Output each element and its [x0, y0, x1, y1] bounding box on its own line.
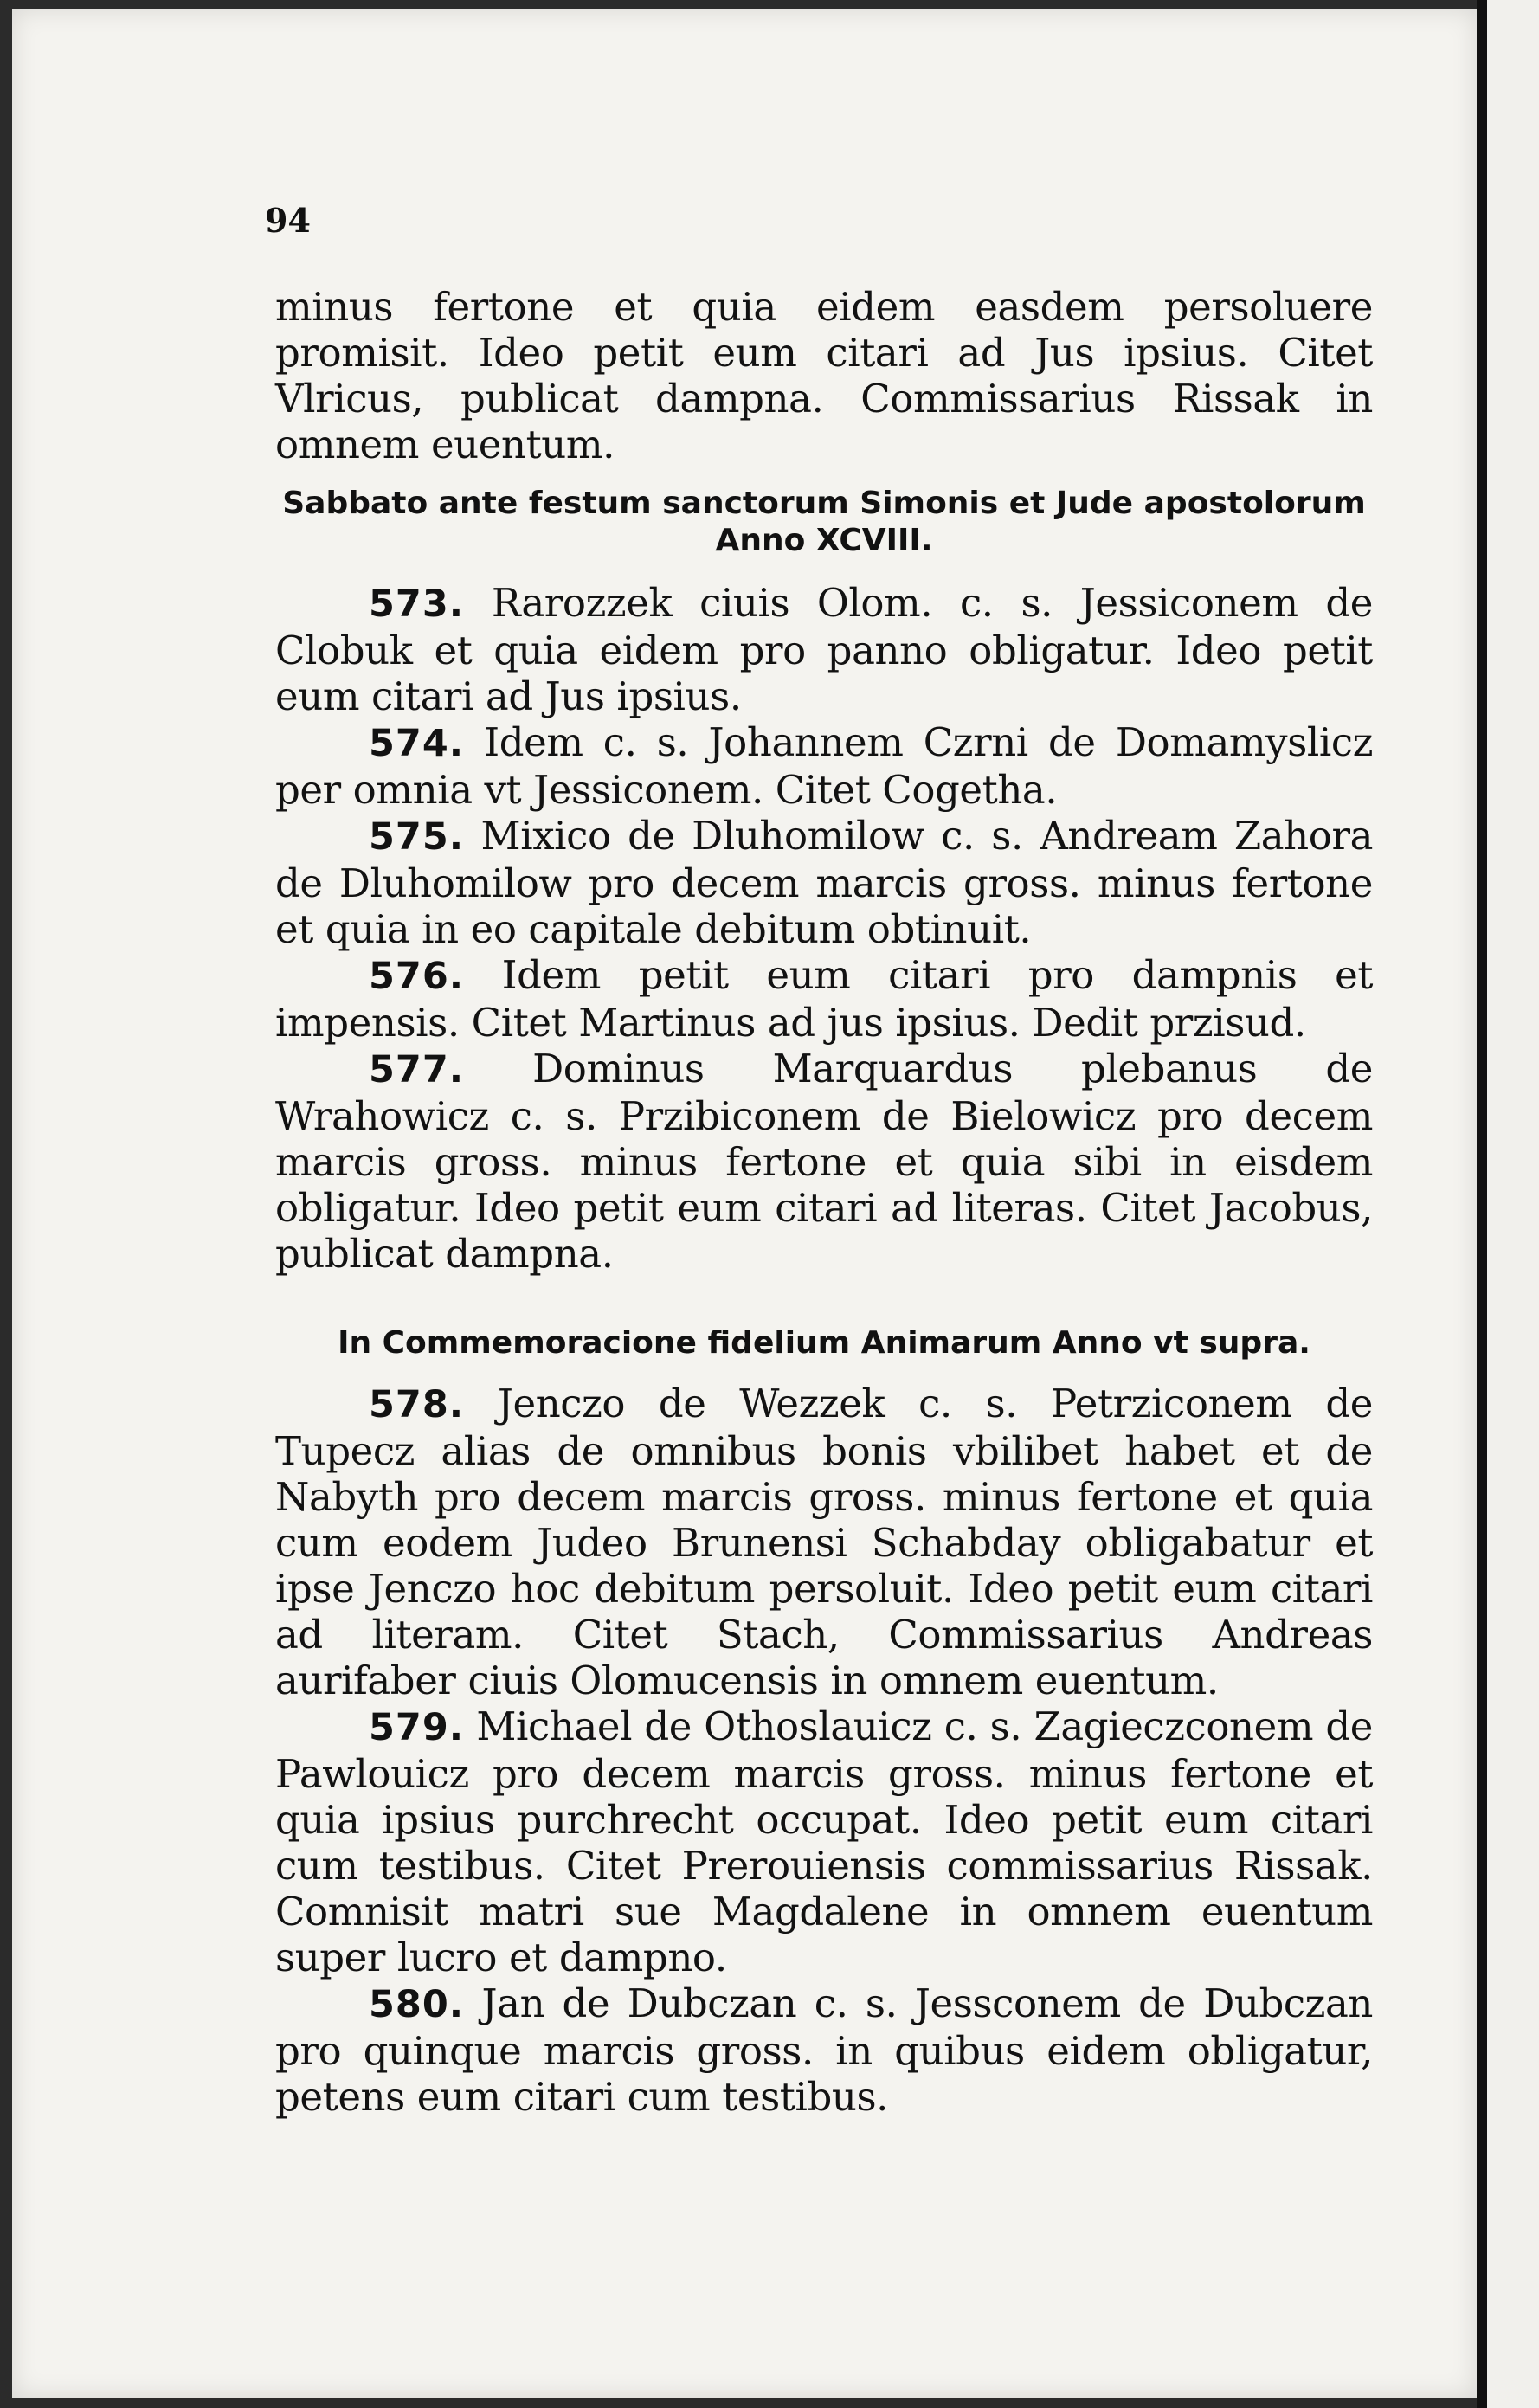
- entry-text: Jan de Dubczan c. s. Jessconem de Dubczan pro quinque marcis gross. in quibus eidem obligatur, petens eum citari cum testibus.: [275, 1980, 1373, 2120]
- entry-575: [275, 813, 1373, 952]
- entry-text: Jenczo de Wezzek c. s. Petrziconem de Tupecz alias de omnibus bonis vbilibet habet et de Nabyth pro decem marcis gross. minus fertone et quia cum eodem Judeo Brunensi Schabday obligabatur et ipse Jenczo hoc debitum persoluit. Ideo petit eum citari ad literam. Citet Stach, Commissarius Andreas aurifaber ciuis Olomucensis in omnem euentum.: [275, 1381, 1374, 1703]
- continuation-paragraph: [275, 284, 1373, 467]
- entry-580: [275, 1980, 1373, 2120]
- entry-577: [275, 1046, 1373, 1277]
- entry-number: 579.: [369, 1706, 465, 1749]
- entry-text: Idem c. s. Johannem Czrni de Domamyslicz per omnia vt Jessiconem. Citet Cogetha.: [275, 719, 1373, 813]
- entry-number: 573.: [369, 583, 465, 626]
- entry-text: Dominus Marquardus plebanus de Wrahowicz c. s. Przibiconem de Bielowicz pro decem marcis gross. minus fertone et quia sibi in eisdem obligatur. Ideo petit eum citari ad literas. Citet Jacobus, publicat dampna.: [275, 1046, 1374, 1277]
- entry-number: 580.: [369, 1983, 465, 2026]
- entry-579: [275, 1703, 1373, 1980]
- section-heading-1: Sabbato ante festum sanctorum Simonis et Jude apostolorum Anno XCVIII.: [282, 486, 1366, 558]
- adjacent-page-edge: [1477, 0, 1539, 2408]
- document-page: [12, 9, 1477, 2398]
- entry-576: [275, 952, 1373, 1046]
- section-heading-2: In Commemoracione fidelium Animarum Anno vt supra.: [338, 1325, 1310, 1361]
- section-2-entries: [275, 1381, 1373, 2120]
- section-1-entries: [275, 580, 1373, 1277]
- entry-number: 578.: [369, 1383, 465, 1426]
- page-number: 94: [265, 201, 311, 240]
- continuation-text: minus fertone et quia eidem easdem persoluere promisit. Ideo petit eum citari ad Jus ipsius. Citet Vlricus, publicat dampna. Commissarius Rissak in omnem euentum.: [275, 284, 1373, 467]
- entry-number: 577.: [369, 1048, 465, 1091]
- entry-number: 575.: [369, 815, 465, 859]
- entry-number: 574.: [369, 722, 465, 765]
- entry-text: Rarozzek ciuis Olom. c. s. Jessiconem de Clobuk et quia eidem pro panno obligatur. Ideo petit eum citari ad Jus ipsius.: [275, 580, 1374, 719]
- entry-578: [275, 1381, 1373, 1703]
- entry-text: Idem petit eum citari pro dampnis et impensis. Citet Martinus ad jus ipsius. Dedit przisud.: [275, 952, 1374, 1046]
- entry-574: [275, 719, 1373, 813]
- entry-number: 576.: [369, 955, 465, 998]
- entry-573: [275, 580, 1373, 719]
- entry-text: Mixico de Dluhomilow c. s. Andream Zahora de Dluhomilow pro decem marcis gross. minus fertone et quia in eo capitale debitum obtinuit.: [275, 813, 1373, 952]
- entry-text: Michael de Othoslauicz c. s. Zagieczconem de Pawlouicz pro decem marcis gross. minus fertone et quia ipsius purchrecht occupat. Ideo petit eum citari cum testibus. Citet Prerouiensis commissarius Rissak. Comnisit matri sue Magdalene in omnem euentum super lucro et dampno.: [275, 1703, 1374, 1980]
